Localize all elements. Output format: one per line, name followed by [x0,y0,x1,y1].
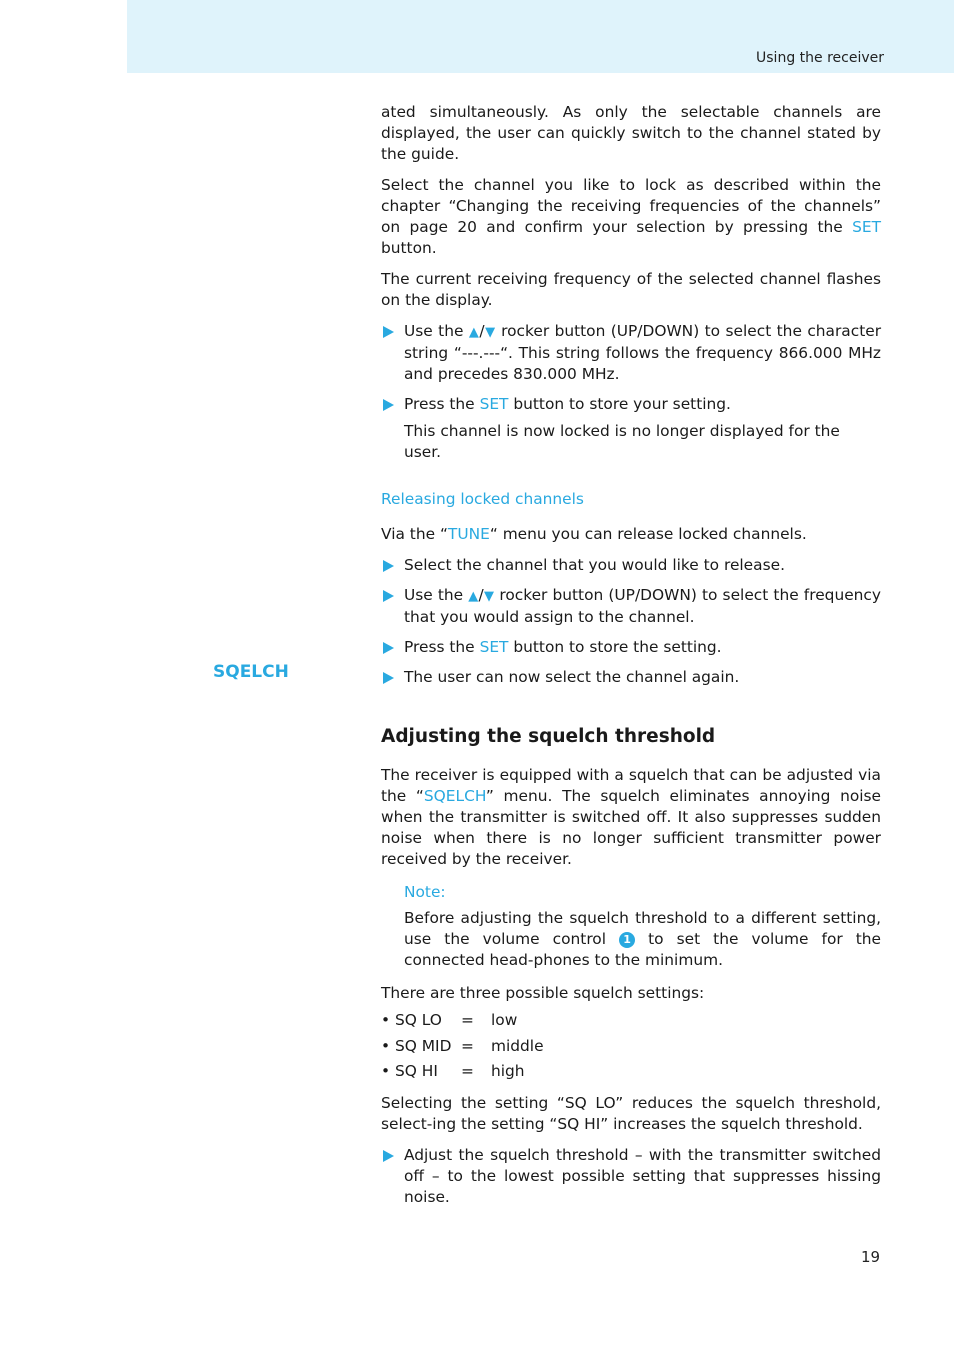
paragraph: Selecting the setting “SQ LO” reduces the squelch threshold, select-ing the setting “SQ HI” increases the squelch threshold. [381,1093,881,1133]
text: / [479,322,485,340]
note-block [381,882,881,971]
set-keyword: SET [479,638,509,656]
text: Press the [404,638,480,656]
triangle-bullet-icon [383,399,394,411]
paragraph: There are three possible squelch settings: [381,984,705,1002]
step-item [381,555,881,576]
setting-value: high [491,1062,525,1081]
paragraph: ated simultaneously. As only the selectable channels are displayed, the user can quickly switch to the channel stated by the guide. [381,103,881,163]
text: Via the “ [381,525,448,543]
text: to set the volume for the connected head-phones to the minimum. [404,930,881,969]
text: rocker button (UP/DOWN) to select the character string “---.---“. This string follows the frequency 866.000 MHz and precedes 830.000 MHz. [404,322,882,383]
main-column [381,102,881,1217]
text: Adjust the squelch threshold – with the transmitter switched off – to the lowest possible setting that suppresses hissing noise. [404,1145,881,1206]
setting-name: • SQ HI [381,1062,438,1081]
up-arrow-icon: ▲ [468,325,480,340]
text: Press the [404,395,480,413]
text: ” menu. The squelch eliminates annoying noise when the transmitter is switched off. It also suppresses sudden noise when there is no longer sufficient transmitter power received by the receiver. [381,787,882,868]
paragraph [381,524,881,545]
triangle-bullet-icon [383,560,394,572]
setting-value: middle [491,1036,544,1055]
set-keyword: SET [479,395,509,413]
header-title: Using the receiver [756,50,884,66]
setting-row [381,1059,881,1085]
text: The user can now select the channel again. [404,668,740,686]
triangle-bullet-icon [383,642,394,654]
settings-list [381,1008,881,1085]
setting-eq: = [461,1011,474,1030]
triangle-bullet-icon [383,672,394,684]
setting-value: low [491,1011,518,1030]
setting-name: • SQ LO [381,1011,442,1030]
step-item [381,321,881,385]
step-note: This channel is now locked is no longer displayed for the user. [404,422,840,461]
text: Use the [404,586,469,604]
setting-eq: = [461,1062,474,1081]
text: The receiver is equipped with a squelch that can be adjusted via the “ [381,766,881,805]
down-arrow-icon: ▼ [483,589,495,604]
section-title: Adjusting the squelch threshold [381,726,716,747]
paragraph [381,765,881,870]
triangle-bullet-icon [383,1150,394,1162]
step-item [381,667,881,688]
triangle-bullet-icon [383,326,394,338]
step-item [381,394,881,415]
step-item [381,1145,881,1208]
text: Before adjusting the squelch threshold to a different setting, use the volume control [404,909,881,948]
paragraph [381,175,881,259]
text: Select the channel you like to lock as described within the chapter “Changing the receiving frequencies of the channels” on page 20 and confirm your selection by pressing the [381,176,881,236]
page-number: 19 [861,1248,881,1266]
note-text [404,908,881,971]
setting-eq: = [461,1036,474,1055]
down-arrow-icon: ▼ [484,325,496,340]
tune-keyword: TUNE [447,525,490,543]
text: button. [381,239,437,257]
text: button to store the setting. [508,638,722,656]
setting-name: • SQ MID [381,1036,452,1055]
note-label: Note: [404,883,446,901]
setting-row [381,1034,881,1060]
sqelch-keyword: SQELCH [423,787,486,805]
text: Use the [404,322,469,340]
section-side-label: SQELCH [213,662,289,682]
text: / [478,586,484,604]
paragraph: The current receiving frequency of the selected channel flashes on the display. [381,270,881,309]
text: “ menu you can release locked channels. [489,525,807,543]
step-item [381,585,881,628]
text: button to store your setting. [508,395,731,413]
triangle-bullet-icon [383,590,394,602]
step-item [381,637,881,658]
text: Select the channel that you would like to release. [404,556,785,574]
up-arrow-icon: ▲ [468,589,479,604]
setting-row [381,1008,881,1034]
volume-control-number-icon: 1 [619,932,635,948]
text: rocker button (UP/DOWN) to select the frequency that you would assign to the channel. [404,586,882,626]
set-keyword: SET [852,218,881,236]
subheading: Releasing locked channels [381,490,584,508]
